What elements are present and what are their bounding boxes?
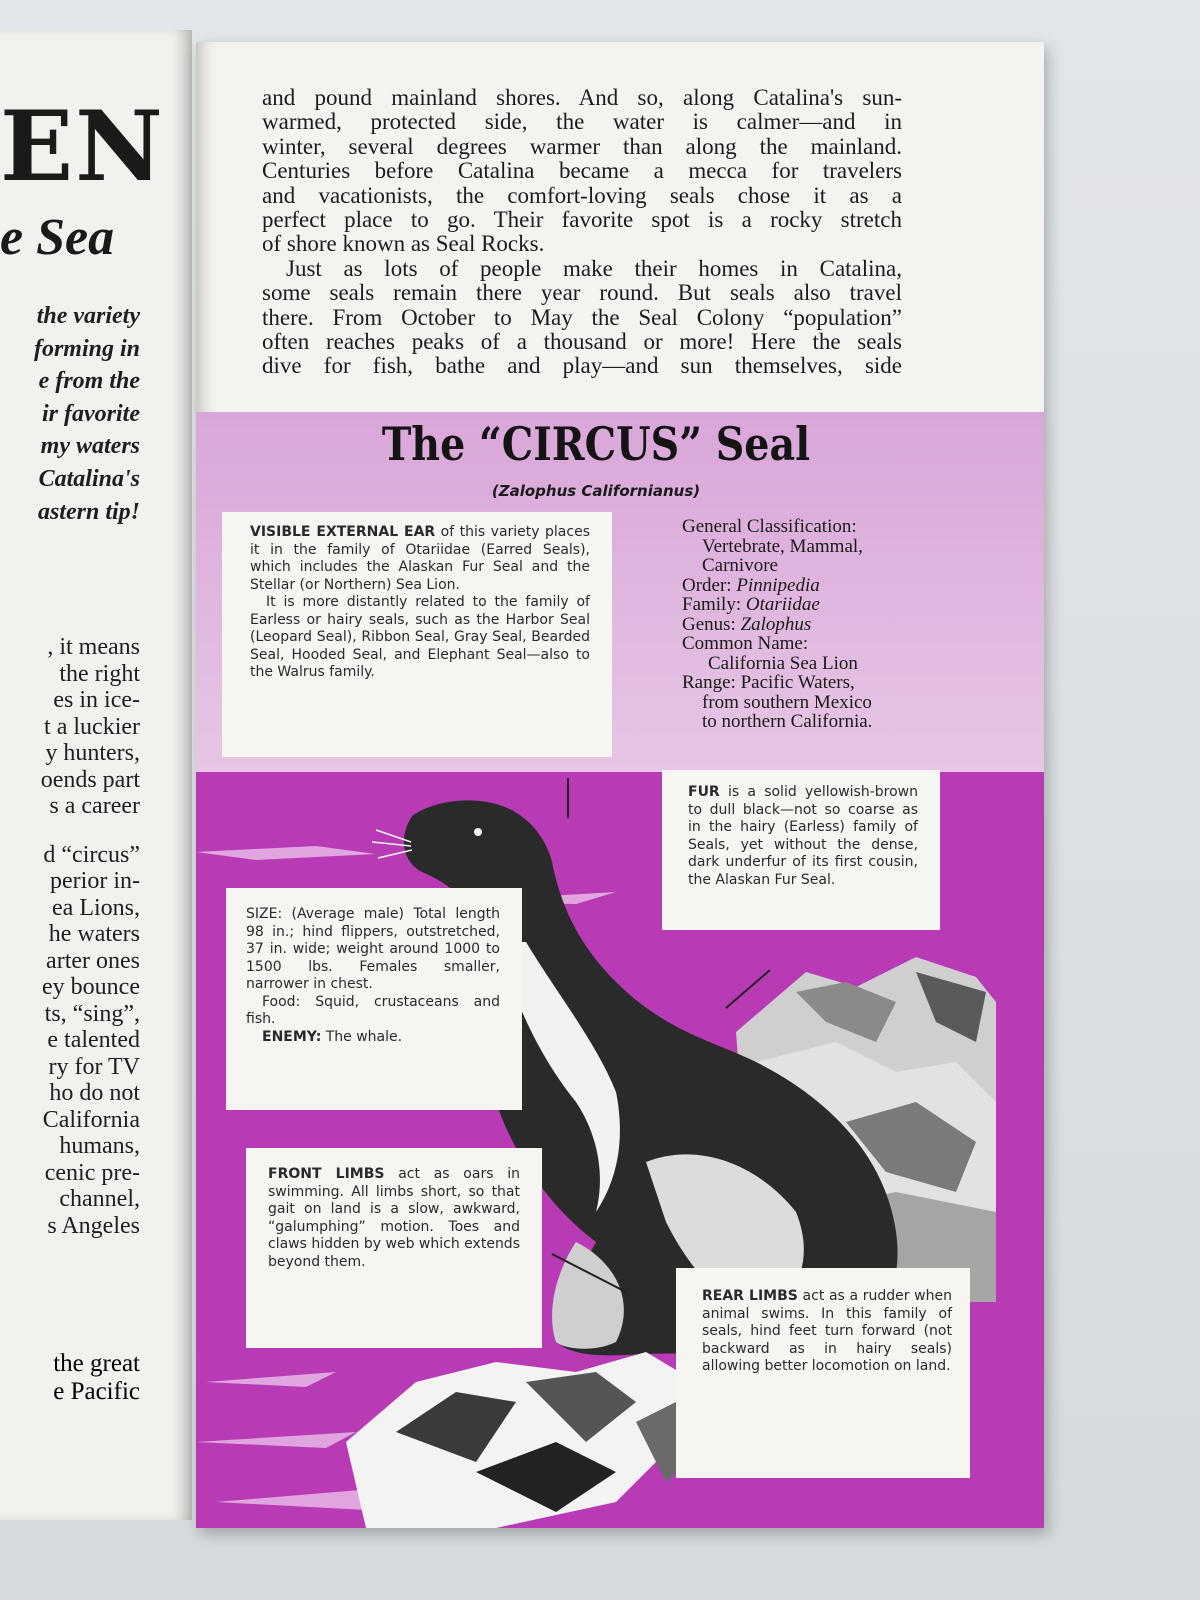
box-text: of this variety places it in the family of Otariidae (Earred Seals), which includes the Alaskan Fur Seal and the Stellar (or Northern) Sea Lion. xyxy=(250,524,590,593)
text-line: astern tip! xyxy=(37,498,140,525)
classification-label: Common Name: xyxy=(682,633,809,654)
text-line: channel, xyxy=(59,1186,140,1212)
text-line: arter ones xyxy=(46,947,140,974)
text-line: winter, several degrees warmer than along the mainland. xyxy=(262,133,902,159)
text-line: my waters xyxy=(40,433,140,460)
text-line: the right xyxy=(59,660,140,687)
right-page xyxy=(196,42,1044,1528)
text-line: y hunters, xyxy=(45,740,140,766)
box-label: ENEMY: xyxy=(262,1028,322,1045)
text-line: he waters xyxy=(48,921,140,947)
box-text: The whale. xyxy=(321,1028,403,1045)
classification-value: Carnivore xyxy=(702,555,778,576)
text-line: some seals remain there year round. But seals also travel xyxy=(262,280,902,306)
left-italic-intro xyxy=(0,300,192,528)
wave-mark xyxy=(206,1372,336,1387)
scientific-name: (Zalophus Californianus) xyxy=(491,482,701,500)
text-line: cenic pre- xyxy=(44,1159,140,1186)
text-line: and vacationists, the comfort-loving seals chose it as a xyxy=(262,182,902,208)
wave-mark xyxy=(196,1432,356,1448)
foreground-rocks xyxy=(346,1352,716,1528)
fur-box xyxy=(662,770,940,930)
text-line: ey bounce xyxy=(42,974,140,1000)
text-line: e from the xyxy=(38,368,140,395)
text-line: Centuries before Catalina became a mecca for travelers xyxy=(262,158,902,184)
text-line: of shore known as Seal Rocks. xyxy=(262,231,545,257)
box-text: is a solid yellowish-brown to dull black—not so coarse as in the hairy (Earless) family of Seals, yet without the dense, dark underfur of its first cousin, the Alaskan Fur Seal. xyxy=(688,784,918,888)
classification-value: to northern California. xyxy=(702,711,873,732)
box-text: act as a rudder when animal swims. In this family of seals, hind feet turn forward (not backward as in hairy seals) allowing better locomotion on land. xyxy=(702,1288,952,1374)
classification-family: Family: Otariidae xyxy=(682,594,820,615)
text-line: d “circus” xyxy=(43,841,140,868)
text-line: perfect place to go. Their favorite spot is a rocky stretch xyxy=(262,207,902,233)
text-line: often reaches peaks of a thousand or more! Here the seals xyxy=(262,329,902,355)
classification-value: Vertebrate, Mammal, xyxy=(702,535,863,557)
text-line: s a career xyxy=(49,793,140,819)
left-heading: EN xyxy=(0,90,165,203)
text-line: s Angeles xyxy=(47,1212,140,1239)
intro-text xyxy=(262,86,902,379)
text-line: ts, “sing”, xyxy=(44,1000,140,1027)
classification-label: Range: Pacific Waters, xyxy=(682,672,855,693)
text-line: ho do not xyxy=(49,1080,140,1106)
text-line: Catalina's xyxy=(38,465,140,492)
external-ear-box xyxy=(222,512,612,757)
text-line: t a luckier xyxy=(44,713,140,740)
left-body-text xyxy=(0,634,192,1239)
text-line: ea Lions, xyxy=(52,894,140,921)
left-page xyxy=(0,30,192,1520)
box-label: FRONT LIMBS xyxy=(268,1166,385,1182)
text-line: the variety xyxy=(36,303,140,329)
text-line: oends part xyxy=(40,766,140,793)
text-line: e Pacific xyxy=(53,1378,140,1405)
box-text: (Average male) Total length 98 in.; hind flippers, outstretched, 37 in. wide; weight around 1000 to 1500 lbs. Females smaller, narrower in chest. xyxy=(246,906,500,992)
text-line: humans, xyxy=(59,1133,140,1159)
classification-value: from southern Mexico xyxy=(702,691,872,713)
text-line: the great xyxy=(53,1350,140,1377)
text-line: ir favorite xyxy=(42,400,140,427)
text-line: there. From October to May the Seal Colony “population” xyxy=(262,304,902,330)
classification-block xyxy=(682,517,982,732)
page-title: The “CIRCUS” Seal xyxy=(381,417,811,471)
box-text: Food: Squid, crustaceans and fish. xyxy=(246,993,500,1027)
left-bottom-text xyxy=(0,1350,192,1406)
box-text: It is more distantly related to the family of Earless or hairy seals, such as the Harbor Seal (Leopard Seal), Ribbon Seal, Gray Seal, Bearded Seal, Hooded Seal, and Elephant Seal—also to the Walrus family. xyxy=(250,594,590,680)
text-line: California xyxy=(42,1106,140,1133)
text-line: Just as lots of people make their homes in Catalina, xyxy=(286,255,902,281)
text-line: and pound mainland shores. And so, along Catalina's sun- xyxy=(262,85,902,110)
text-line: e talented xyxy=(47,1027,140,1053)
wave-mark xyxy=(196,846,376,860)
classification-label: General Classification: xyxy=(682,516,857,537)
text-line: es in ice- xyxy=(53,687,140,713)
box-text: act as oars in swimming. All limbs short, so that gait on land is a slow, awkward, “galumphing” motion. Toes and claws hidden by web which extends beyond them. xyxy=(268,1166,520,1270)
box-label: FUR xyxy=(688,784,720,800)
text-line: , it means xyxy=(47,634,140,660)
left-subheading: e Sea xyxy=(0,209,115,266)
rear-limbs-box xyxy=(676,1268,970,1478)
text-line: warmed, protected side, the water is calmer—and in xyxy=(262,109,902,135)
front-limbs-box xyxy=(246,1148,542,1348)
text-line: ry for TV xyxy=(48,1053,140,1080)
text-line: perior in- xyxy=(50,868,140,894)
pointer-line xyxy=(726,970,770,1008)
classification-order: Order: Pinnipedia xyxy=(682,574,820,596)
box-label: SIZE: xyxy=(246,906,283,922)
box-label: REAR LIMBS xyxy=(702,1288,798,1304)
text-line: forming in xyxy=(33,335,140,362)
classification-value: California Sea Lion xyxy=(708,652,858,674)
classification-genus: Genus: Zalophus xyxy=(682,613,812,635)
box-label: VISIBLE EXTERNAL EAR xyxy=(250,524,436,540)
size-box xyxy=(226,888,522,1110)
text-line: dive for fish, bathe and play—and sun themselves, side xyxy=(262,353,902,379)
